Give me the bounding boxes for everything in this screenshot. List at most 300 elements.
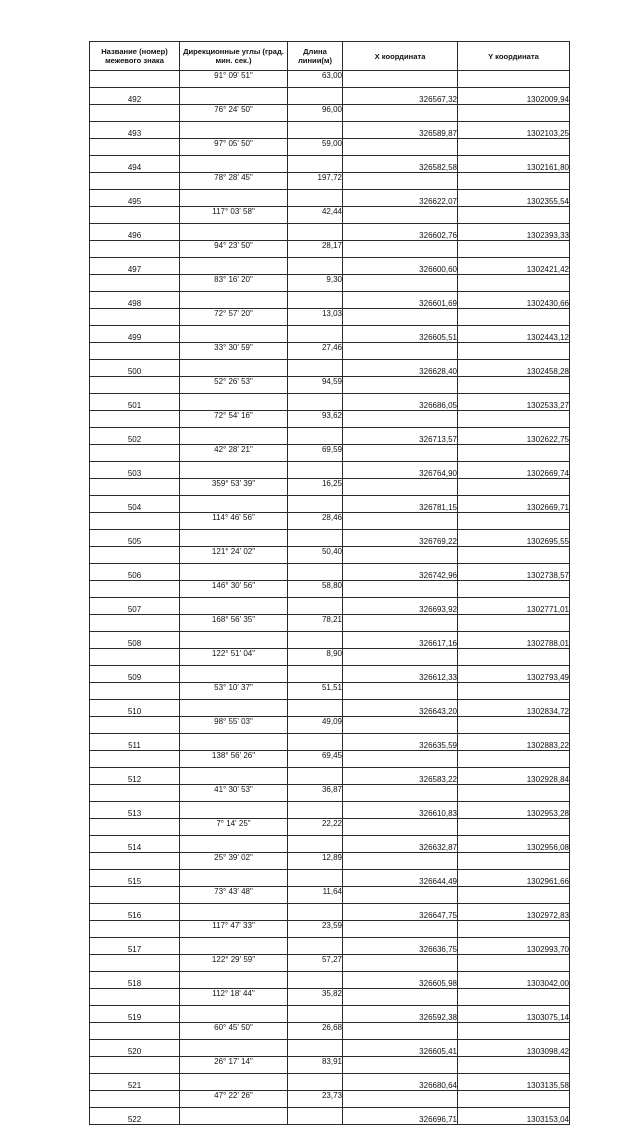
empty-cell	[288, 1074, 343, 1091]
table-row	[90, 768, 570, 785]
marker-name-cell: 497	[90, 258, 180, 275]
direction-angle-cell: 117° 03' 58"	[180, 207, 288, 224]
y-coordinate-cell: 1302788,01	[458, 632, 570, 649]
direction-angle-cell: 60° 45' 50"	[180, 1023, 288, 1040]
table-header-row	[90, 42, 570, 71]
x-coordinate-cell: 326605,98	[343, 972, 458, 989]
empty-cell	[288, 326, 343, 343]
empty-cell	[343, 751, 458, 768]
empty-cell	[343, 887, 458, 904]
empty-cell	[458, 343, 570, 360]
header-x-coordinate: X координата	[343, 42, 458, 71]
x-coordinate-cell: 326764,90	[343, 462, 458, 479]
x-coordinate-cell: 326713,57	[343, 428, 458, 445]
empty-cell	[343, 785, 458, 802]
table-row	[90, 445, 570, 462]
empty-cell	[180, 1040, 288, 1057]
empty-cell	[288, 224, 343, 241]
y-coordinate-cell: 1302956,08	[458, 836, 570, 853]
empty-cell	[288, 564, 343, 581]
empty-cell	[288, 88, 343, 105]
table-row	[90, 207, 570, 224]
direction-angle-cell: 76° 24' 50"	[180, 105, 288, 122]
empty-cell	[90, 921, 180, 938]
empty-cell	[288, 632, 343, 649]
x-coordinate-cell: 326605,41	[343, 1040, 458, 1057]
y-coordinate-cell: 1302771,01	[458, 598, 570, 615]
x-coordinate-cell: 326612,33	[343, 666, 458, 683]
direction-angle-cell: 168° 56' 35"	[180, 615, 288, 632]
empty-cell	[343, 411, 458, 428]
empty-cell	[458, 887, 570, 904]
empty-cell	[180, 700, 288, 717]
line-length-cell: 69,45	[288, 751, 343, 768]
direction-angle-cell: 83° 16' 20"	[180, 275, 288, 292]
empty-cell	[343, 615, 458, 632]
empty-cell	[180, 394, 288, 411]
line-length-cell: 58,80	[288, 581, 343, 598]
line-length-cell: 49,09	[288, 717, 343, 734]
table-row	[90, 717, 570, 734]
marker-name-cell: 496	[90, 224, 180, 241]
x-coordinate-cell: 326643,20	[343, 700, 458, 717]
table-row	[90, 904, 570, 921]
y-coordinate-cell: 1302622,75	[458, 428, 570, 445]
y-coordinate-cell: 1302961,66	[458, 870, 570, 887]
table-row	[90, 173, 570, 190]
table-row	[90, 88, 570, 105]
marker-name-cell: 513	[90, 802, 180, 819]
empty-cell	[180, 224, 288, 241]
empty-cell	[90, 751, 180, 768]
empty-cell	[458, 377, 570, 394]
x-coordinate-cell: 326635,59	[343, 734, 458, 751]
empty-cell	[458, 921, 570, 938]
empty-cell	[180, 326, 288, 343]
table-row	[90, 802, 570, 819]
y-coordinate-cell: 1302993,70	[458, 938, 570, 955]
direction-angle-cell: 121° 24' 02"	[180, 547, 288, 564]
empty-cell	[458, 989, 570, 1006]
line-length-cell: 35,82	[288, 989, 343, 1006]
line-length-cell: 16,25	[288, 479, 343, 496]
table-row	[90, 819, 570, 836]
x-coordinate-cell: 326696,71	[343, 1108, 458, 1125]
direction-angle-cell: 53° 10' 37"	[180, 683, 288, 700]
empty-cell	[288, 666, 343, 683]
empty-cell	[458, 71, 570, 88]
empty-cell	[343, 921, 458, 938]
empty-cell	[343, 955, 458, 972]
empty-cell	[90, 1091, 180, 1108]
line-length-cell: 78,21	[288, 615, 343, 632]
line-length-cell: 28,46	[288, 513, 343, 530]
table-row	[90, 547, 570, 564]
empty-cell	[180, 360, 288, 377]
table-row	[90, 1057, 570, 1074]
table-row	[90, 955, 570, 972]
empty-cell	[288, 802, 343, 819]
empty-cell	[180, 870, 288, 887]
empty-cell	[288, 836, 343, 853]
empty-cell	[90, 71, 180, 88]
line-length-cell: 9,30	[288, 275, 343, 292]
line-length-cell: 8,90	[288, 649, 343, 666]
marker-name-cell: 503	[90, 462, 180, 479]
empty-cell	[458, 445, 570, 462]
y-coordinate-cell: 1302972,83	[458, 904, 570, 921]
marker-name-cell: 508	[90, 632, 180, 649]
table-row	[90, 632, 570, 649]
header-y-coordinate: Y координата	[458, 42, 570, 71]
table-row	[90, 615, 570, 632]
table-row	[90, 853, 570, 870]
empty-cell	[90, 207, 180, 224]
table-row	[90, 938, 570, 955]
empty-cell	[288, 496, 343, 513]
table-row	[90, 972, 570, 989]
x-coordinate-cell: 326592,38	[343, 1006, 458, 1023]
empty-cell	[180, 972, 288, 989]
empty-cell	[458, 581, 570, 598]
empty-cell	[180, 734, 288, 751]
empty-cell	[343, 343, 458, 360]
empty-cell	[343, 853, 458, 870]
empty-cell	[180, 938, 288, 955]
y-coordinate-cell: 1302669,71	[458, 496, 570, 513]
empty-cell	[458, 1023, 570, 1040]
direction-angle-cell: 72° 54' 16"	[180, 411, 288, 428]
empty-cell	[90, 173, 180, 190]
header-marker-name: Название (номер) межевого знака	[90, 42, 180, 71]
empty-cell	[180, 1006, 288, 1023]
line-length-cell: 22,22	[288, 819, 343, 836]
line-length-cell: 83,91	[288, 1057, 343, 1074]
table-row	[90, 258, 570, 275]
table-row	[90, 564, 570, 581]
marker-name-cell: 510	[90, 700, 180, 717]
empty-cell	[343, 241, 458, 258]
empty-cell	[458, 207, 570, 224]
table-row	[90, 734, 570, 751]
x-coordinate-cell: 326644,49	[343, 870, 458, 887]
empty-cell	[458, 309, 570, 326]
line-length-cell: 23,59	[288, 921, 343, 938]
empty-cell	[90, 241, 180, 258]
empty-cell	[343, 479, 458, 496]
direction-angle-cell: 91° 09' 51"	[180, 71, 288, 88]
empty-cell	[288, 190, 343, 207]
empty-cell	[343, 717, 458, 734]
empty-cell	[343, 513, 458, 530]
empty-cell	[90, 139, 180, 156]
y-coordinate-cell: 1302834,72	[458, 700, 570, 717]
table-row	[90, 156, 570, 173]
marker-name-cell: 517	[90, 938, 180, 955]
y-coordinate-cell: 1303153,04	[458, 1108, 570, 1125]
table-row	[90, 360, 570, 377]
table-row	[90, 190, 570, 207]
empty-cell	[180, 258, 288, 275]
table-row	[90, 887, 570, 904]
table-row	[90, 836, 570, 853]
table-row	[90, 700, 570, 717]
direction-angle-cell: 98° 55' 03"	[180, 717, 288, 734]
empty-cell	[343, 683, 458, 700]
marker-name-cell: 512	[90, 768, 180, 785]
y-coordinate-cell: 1302355,54	[458, 190, 570, 207]
empty-cell	[288, 904, 343, 921]
empty-cell	[288, 292, 343, 309]
marker-name-cell: 516	[90, 904, 180, 921]
y-coordinate-cell: 1302009,94	[458, 88, 570, 105]
table-row	[90, 122, 570, 139]
direction-angle-cell: 97° 05' 50"	[180, 139, 288, 156]
y-coordinate-cell: 1302793,49	[458, 666, 570, 683]
empty-cell	[90, 343, 180, 360]
marker-name-cell: 502	[90, 428, 180, 445]
empty-cell	[90, 683, 180, 700]
y-coordinate-cell: 1302695,55	[458, 530, 570, 547]
empty-cell	[90, 411, 180, 428]
marker-name-cell: 498	[90, 292, 180, 309]
marker-name-cell: 504	[90, 496, 180, 513]
marker-name-cell: 521	[90, 1074, 180, 1091]
empty-cell	[180, 530, 288, 547]
empty-cell	[343, 309, 458, 326]
empty-cell	[288, 938, 343, 955]
marker-name-cell: 519	[90, 1006, 180, 1023]
empty-cell	[90, 513, 180, 530]
y-coordinate-cell: 1302928,84	[458, 768, 570, 785]
y-coordinate-cell: 1302533,27	[458, 394, 570, 411]
empty-cell	[180, 632, 288, 649]
empty-cell	[343, 819, 458, 836]
empty-cell	[90, 309, 180, 326]
direction-angle-cell: 52° 26' 53"	[180, 377, 288, 394]
empty-cell	[343, 989, 458, 1006]
x-coordinate-cell: 326686,05	[343, 394, 458, 411]
empty-cell	[458, 139, 570, 156]
direction-angle-cell: 33° 30' 59"	[180, 343, 288, 360]
empty-cell	[180, 1074, 288, 1091]
x-coordinate-cell: 326602,76	[343, 224, 458, 241]
empty-cell	[288, 768, 343, 785]
empty-cell	[180, 292, 288, 309]
x-coordinate-cell: 326589,87	[343, 122, 458, 139]
marker-name-cell: 511	[90, 734, 180, 751]
x-coordinate-cell: 326582,58	[343, 156, 458, 173]
table-row	[90, 581, 570, 598]
empty-cell	[180, 1108, 288, 1125]
empty-cell	[458, 173, 570, 190]
direction-angle-cell: 78° 28' 45"	[180, 173, 288, 190]
x-coordinate-cell: 326632,87	[343, 836, 458, 853]
marker-name-cell: 509	[90, 666, 180, 683]
table-row	[90, 139, 570, 156]
marker-name-cell: 514	[90, 836, 180, 853]
x-coordinate-cell: 326583,22	[343, 768, 458, 785]
empty-cell	[458, 853, 570, 870]
line-length-cell: 26,68	[288, 1023, 343, 1040]
marker-name-cell: 507	[90, 598, 180, 615]
table-row	[90, 1040, 570, 1057]
marker-name-cell: 493	[90, 122, 180, 139]
table-row	[90, 1074, 570, 1091]
table-row	[90, 1023, 570, 1040]
line-length-cell: 93,62	[288, 411, 343, 428]
marker-name-cell: 501	[90, 394, 180, 411]
direction-angle-cell: 73° 43' 48"	[180, 887, 288, 904]
empty-cell	[90, 275, 180, 292]
y-coordinate-cell: 1303098,42	[458, 1040, 570, 1057]
empty-cell	[288, 700, 343, 717]
table-row	[90, 989, 570, 1006]
line-length-cell: 94,59	[288, 377, 343, 394]
empty-cell	[458, 785, 570, 802]
empty-cell	[90, 819, 180, 836]
empty-cell	[180, 666, 288, 683]
empty-cell	[343, 139, 458, 156]
empty-cell	[458, 649, 570, 666]
table-row	[90, 105, 570, 122]
empty-cell	[288, 394, 343, 411]
empty-cell	[458, 241, 570, 258]
table-row	[90, 224, 570, 241]
line-length-cell: 12,89	[288, 853, 343, 870]
empty-cell	[288, 428, 343, 445]
empty-cell	[343, 1057, 458, 1074]
empty-cell	[343, 173, 458, 190]
empty-cell	[180, 428, 288, 445]
empty-cell	[458, 955, 570, 972]
table-row	[90, 1108, 570, 1125]
direction-angle-cell: 47° 22' 26"	[180, 1091, 288, 1108]
line-length-cell: 63,00	[288, 71, 343, 88]
table-row	[90, 751, 570, 768]
direction-angle-cell: 122° 51' 04"	[180, 649, 288, 666]
empty-cell	[288, 1006, 343, 1023]
empty-cell	[343, 1023, 458, 1040]
direction-angle-cell: 25° 39' 02"	[180, 853, 288, 870]
empty-cell	[180, 88, 288, 105]
empty-cell	[180, 564, 288, 581]
marker-name-cell: 505	[90, 530, 180, 547]
table-row	[90, 1091, 570, 1108]
empty-cell	[343, 445, 458, 462]
line-length-cell: 11,64	[288, 887, 343, 904]
empty-cell	[343, 207, 458, 224]
empty-cell	[90, 853, 180, 870]
y-coordinate-cell: 1302443,12	[458, 326, 570, 343]
marker-name-cell: 495	[90, 190, 180, 207]
empty-cell	[343, 581, 458, 598]
empty-cell	[343, 71, 458, 88]
y-coordinate-cell: 1303075,14	[458, 1006, 570, 1023]
empty-cell	[458, 411, 570, 428]
direction-angle-cell: 114° 46' 56"	[180, 513, 288, 530]
y-coordinate-cell: 1302738,57	[458, 564, 570, 581]
empty-cell	[180, 122, 288, 139]
table-row	[90, 530, 570, 547]
y-coordinate-cell: 1302103,25	[458, 122, 570, 139]
empty-cell	[458, 547, 570, 564]
x-coordinate-cell: 326769,22	[343, 530, 458, 547]
empty-cell	[180, 496, 288, 513]
line-length-cell: 69,59	[288, 445, 343, 462]
x-coordinate-cell: 326622,07	[343, 190, 458, 207]
table-row	[90, 309, 570, 326]
table-row	[90, 1006, 570, 1023]
marker-name-cell: 492	[90, 88, 180, 105]
table-row	[90, 649, 570, 666]
direction-angle-cell: 122° 29' 59"	[180, 955, 288, 972]
table-row	[90, 870, 570, 887]
marker-name-cell: 494	[90, 156, 180, 173]
empty-cell	[288, 530, 343, 547]
direction-angle-cell: 359° 53' 39"	[180, 479, 288, 496]
table-row	[90, 683, 570, 700]
empty-cell	[288, 258, 343, 275]
table-row	[90, 411, 570, 428]
empty-cell	[90, 1023, 180, 1040]
direction-angle-cell: 41° 30' 53"	[180, 785, 288, 802]
line-length-cell: 13,03	[288, 309, 343, 326]
direction-angle-cell: 94° 23' 50"	[180, 241, 288, 258]
empty-cell	[90, 887, 180, 904]
y-coordinate-cell: 1302883,22	[458, 734, 570, 751]
x-coordinate-cell: 326567,32	[343, 88, 458, 105]
direction-angle-cell: 42° 28' 21"	[180, 445, 288, 462]
empty-cell	[180, 768, 288, 785]
empty-cell	[343, 547, 458, 564]
table-row	[90, 241, 570, 258]
x-coordinate-cell: 326600,60	[343, 258, 458, 275]
direction-angle-cell: 117° 47' 33"	[180, 921, 288, 938]
empty-cell	[458, 717, 570, 734]
empty-cell	[288, 734, 343, 751]
x-coordinate-cell: 326610,83	[343, 802, 458, 819]
empty-cell	[458, 1091, 570, 1108]
empty-cell	[180, 904, 288, 921]
empty-cell	[343, 649, 458, 666]
empty-cell	[180, 462, 288, 479]
empty-cell	[343, 1091, 458, 1108]
table-row	[90, 377, 570, 394]
table-body	[90, 71, 570, 1125]
table-row	[90, 343, 570, 360]
y-coordinate-cell: 1303135,58	[458, 1074, 570, 1091]
y-coordinate-cell: 1302669,74	[458, 462, 570, 479]
marker-name-cell: 515	[90, 870, 180, 887]
table-row	[90, 496, 570, 513]
empty-cell	[458, 819, 570, 836]
empty-cell	[90, 955, 180, 972]
direction-angle-cell: 138° 56' 26"	[180, 751, 288, 768]
empty-cell	[90, 445, 180, 462]
empty-cell	[180, 802, 288, 819]
x-coordinate-cell: 326617,16	[343, 632, 458, 649]
empty-cell	[288, 972, 343, 989]
empty-cell	[90, 105, 180, 122]
empty-cell	[90, 377, 180, 394]
empty-cell	[458, 479, 570, 496]
empty-cell	[90, 717, 180, 734]
y-coordinate-cell: 1302161,80	[458, 156, 570, 173]
y-coordinate-cell: 1302430,66	[458, 292, 570, 309]
marker-name-cell: 520	[90, 1040, 180, 1057]
line-length-cell: 197,72	[288, 173, 343, 190]
